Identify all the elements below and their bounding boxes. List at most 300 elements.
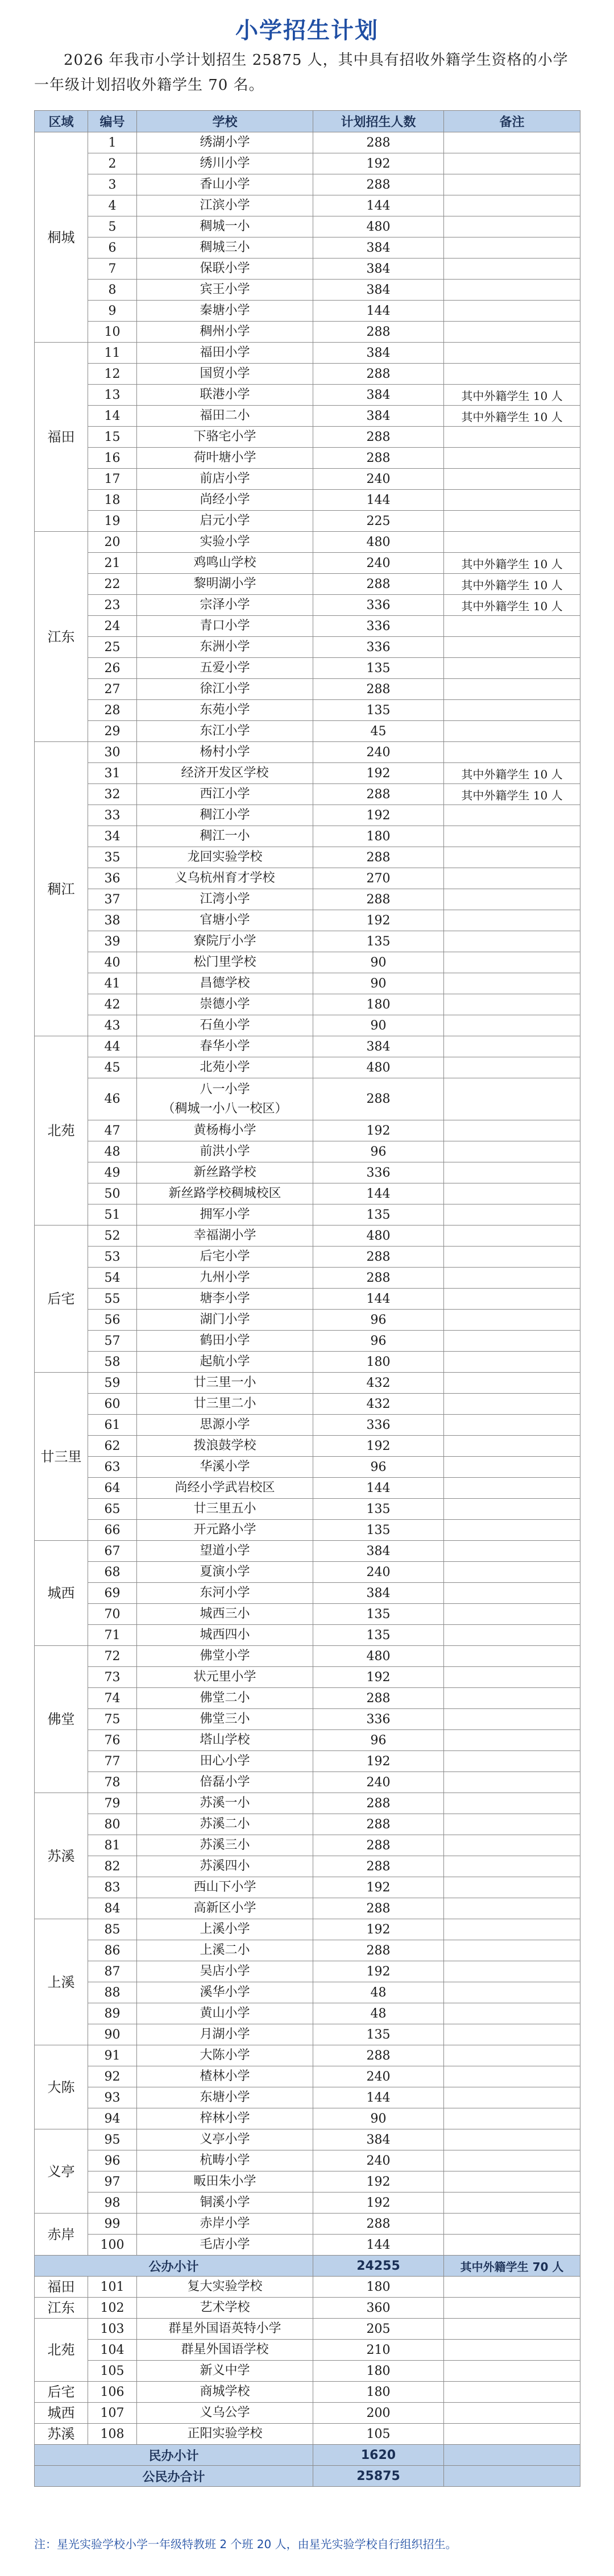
school-number: 100 <box>88 2235 137 2256</box>
remark <box>444 195 580 216</box>
school-name: 宗泽小学 <box>137 595 313 616</box>
district-cell: 赤岸 <box>35 2214 88 2256</box>
table-row <box>35 1940 580 1961</box>
school-name: 黎明湖小学 <box>137 574 313 595</box>
school-number: 73 <box>88 1667 137 1688</box>
school-name: 春华小学 <box>137 1036 313 1057</box>
remark <box>444 1583 580 1604</box>
planned-count: 192 <box>313 1120 444 1141</box>
table-row <box>35 1457 580 1478</box>
remark <box>444 910 580 931</box>
remark <box>444 1478 580 1499</box>
school-name: 北苑小学 <box>137 1057 313 1078</box>
table-row <box>35 1541 580 1562</box>
remark <box>444 1162 580 1183</box>
planned-count: 135 <box>313 700 444 721</box>
school-name: 佛堂二小 <box>137 1688 313 1709</box>
planned-count: 336 <box>313 637 444 658</box>
table-row <box>35 994 580 1015</box>
planned-count: 192 <box>313 1919 444 1940</box>
school-name: 福田小学 <box>137 343 313 364</box>
table-row <box>35 1478 580 1499</box>
grand-total-label: 公民办合计 <box>35 2466 313 2487</box>
district-cell: 廿三里 <box>35 1373 88 1541</box>
planned-count: 192 <box>313 763 444 784</box>
remark <box>444 2298 580 2319</box>
planned-count: 384 <box>313 343 444 364</box>
school-name: 畈田朱小学 <box>137 2171 313 2192</box>
planned-count: 288 <box>313 427 444 448</box>
private-subtotal-count: 1620 <box>313 2445 444 2466</box>
planned-count: 360 <box>313 2298 444 2319</box>
remark: 其中外籍学生 10 人 <box>444 784 580 805</box>
remark <box>444 1919 580 1940</box>
remark <box>444 658 580 679</box>
planned-count: 480 <box>313 216 444 237</box>
remark <box>444 805 580 826</box>
school-number: 36 <box>88 868 137 889</box>
remark <box>444 153 580 174</box>
district-cell: 后宅 <box>35 2382 88 2403</box>
planned-count: 384 <box>313 280 444 301</box>
remark <box>444 1982 580 2003</box>
school-number: 15 <box>88 427 137 448</box>
table-row <box>35 1688 580 1709</box>
district-cell: 城西 <box>35 1541 88 1646</box>
table-row <box>35 2277 580 2298</box>
school-name: 铜溪小学 <box>137 2192 313 2214</box>
remark <box>444 280 580 301</box>
planned-count: 288 <box>313 1856 444 1877</box>
table-row <box>35 700 580 721</box>
school-number: 39 <box>88 931 137 952</box>
table-row <box>35 931 580 952</box>
planned-count: 135 <box>313 1625 444 1646</box>
district-cell: 桐城 <box>35 132 88 343</box>
school-name: 松门里学校 <box>137 952 313 973</box>
table-row <box>35 1436 580 1457</box>
remark <box>444 1730 580 1751</box>
school-number: 46 <box>88 1078 137 1120</box>
table-row <box>35 2382 580 2403</box>
school-name: 拨浪鼓学校 <box>137 1436 313 1457</box>
planned-count: 288 <box>313 1688 444 1709</box>
school-name: 崇德小学 <box>137 994 313 1015</box>
district-cell: 义亭 <box>35 2129 88 2214</box>
school-number: 83 <box>88 1877 137 1898</box>
school-name: 商城学校 <box>137 2382 313 2403</box>
school-number: 97 <box>88 2171 137 2192</box>
remark <box>444 2340 580 2361</box>
table-row <box>35 1814 580 1835</box>
page-title: 小学招生计划 <box>235 18 379 44</box>
planned-count: 240 <box>313 553 444 574</box>
planned-count: 480 <box>313 532 444 553</box>
planned-count: 96 <box>313 1730 444 1751</box>
remark <box>444 1036 580 1057</box>
school-number: 59 <box>88 1373 137 1394</box>
planned-count: 192 <box>313 1877 444 1898</box>
district-cell: 城西 <box>35 2403 88 2424</box>
school-number: 4 <box>88 195 137 216</box>
planned-count: 135 <box>313 658 444 679</box>
table-row <box>35 721 580 742</box>
public-subtotal-count: 24255 <box>313 2256 444 2277</box>
school-number: 2 <box>88 153 137 174</box>
remark <box>444 2066 580 2087</box>
planned-count: 240 <box>313 742 444 763</box>
table-row <box>35 1709 580 1730</box>
school-name: 黄杨梅小学 <box>137 1120 313 1141</box>
table-row <box>35 1352 580 1373</box>
school-name: 赤岸小学 <box>137 2214 313 2235</box>
school-number: 33 <box>88 805 137 826</box>
table-row <box>35 1162 580 1183</box>
planned-count: 384 <box>313 1036 444 1057</box>
table-row <box>35 2108 580 2129</box>
header-planned-count: 计划招生人数 <box>313 111 444 132</box>
table-row <box>35 280 580 301</box>
school-number: 87 <box>88 1961 137 1982</box>
planned-count: 180 <box>313 2361 444 2382</box>
school-number: 96 <box>88 2150 137 2171</box>
planned-count: 135 <box>313 1604 444 1625</box>
table-row <box>35 1331 580 1352</box>
remark <box>444 1078 580 1120</box>
remark <box>444 931 580 952</box>
remark <box>444 2087 580 2108</box>
table-row <box>35 1625 580 1646</box>
school-number: 98 <box>88 2192 137 2214</box>
planned-count: 288 <box>313 574 444 595</box>
remark <box>444 2361 580 2382</box>
school-name: 佛堂小学 <box>137 1646 313 1667</box>
table-row <box>35 1751 580 1772</box>
school-number: 107 <box>88 2403 137 2424</box>
table-row <box>35 2319 580 2340</box>
school-number: 105 <box>88 2361 137 2382</box>
school-name: 绣川小学 <box>137 153 313 174</box>
school-name: 江湾小学 <box>137 889 313 910</box>
remark <box>444 952 580 973</box>
planned-count: 144 <box>313 1478 444 1499</box>
school-name: 复大实验学校 <box>137 2277 313 2298</box>
school-name: 群星外国语学校 <box>137 2340 313 2361</box>
school-number: 17 <box>88 469 137 490</box>
school-name: 东塘小学 <box>137 2087 313 2108</box>
school-number: 51 <box>88 1204 137 1226</box>
table-row <box>35 1499 580 1520</box>
school-number: 94 <box>88 2108 137 2129</box>
school-number: 20 <box>88 532 137 553</box>
grand-total-row <box>35 2466 580 2487</box>
remark <box>444 237 580 259</box>
school-name: 香山小学 <box>137 174 313 195</box>
remark <box>444 1120 580 1141</box>
school-number: 93 <box>88 2087 137 2108</box>
table-row <box>35 511 580 532</box>
planned-count: 144 <box>313 1183 444 1204</box>
remark <box>444 721 580 742</box>
remark <box>444 511 580 532</box>
remark <box>444 2319 580 2340</box>
school-number: 48 <box>88 1141 137 1162</box>
planned-count: 384 <box>313 406 444 427</box>
school-name: 寮院厅小学 <box>137 931 313 952</box>
planned-count: 288 <box>313 1078 444 1120</box>
remark <box>444 2214 580 2235</box>
school-number: 45 <box>88 1057 137 1078</box>
table-row <box>35 406 580 427</box>
table-row <box>35 2192 580 2214</box>
remark <box>444 1415 580 1436</box>
school-name: 杭畴小学 <box>137 2150 313 2171</box>
school-number: 47 <box>88 1120 137 1141</box>
remark <box>444 132 580 153</box>
planned-count: 480 <box>313 1226 444 1247</box>
table-row <box>35 952 580 973</box>
remark <box>444 343 580 364</box>
school-name: 华溪小学 <box>137 1457 313 1478</box>
school-number: 16 <box>88 448 137 469</box>
school-name: 东河小学 <box>137 1583 313 1604</box>
table-row <box>35 1898 580 1919</box>
planned-count: 192 <box>313 910 444 931</box>
table-row <box>35 2171 580 2192</box>
remark <box>444 1015 580 1036</box>
school-name: 东洲小学 <box>137 637 313 658</box>
table-header-row <box>35 111 580 132</box>
school-number: 69 <box>88 1583 137 1604</box>
school-name: 吴店小学 <box>137 1961 313 1982</box>
district-cell: 福田 <box>35 343 88 532</box>
school-name: 起航小学 <box>137 1352 313 1373</box>
district-cell: 佛堂 <box>35 1646 88 1793</box>
remark <box>444 826 580 847</box>
school-name: 龙回实验学校 <box>137 847 313 868</box>
school-number: 78 <box>88 1772 137 1793</box>
school-number: 61 <box>88 1415 137 1436</box>
planned-count: 288 <box>313 322 444 343</box>
table-row <box>35 153 580 174</box>
planned-count: 288 <box>313 1814 444 1835</box>
school-number: 32 <box>88 784 137 805</box>
remark <box>444 700 580 721</box>
table-row <box>35 637 580 658</box>
planned-count: 144 <box>313 301 444 322</box>
school-number: 75 <box>88 1709 137 1730</box>
school-number: 67 <box>88 1541 137 1562</box>
remark <box>444 2024 580 2045</box>
school-number: 44 <box>88 1036 137 1057</box>
planned-count: 135 <box>313 931 444 952</box>
planned-count: 240 <box>313 469 444 490</box>
planned-count: 192 <box>313 1751 444 1772</box>
remark <box>444 1373 580 1394</box>
district-cell: 大陈 <box>35 2045 88 2129</box>
planned-count: 90 <box>313 973 444 994</box>
school-number: 60 <box>88 1394 137 1415</box>
school-name: 苏溪二小 <box>137 1814 313 1835</box>
school-number: 29 <box>88 721 137 742</box>
district-cell: 北苑 <box>35 1036 88 1226</box>
school-number: 72 <box>88 1646 137 1667</box>
remark <box>444 742 580 763</box>
planned-count: 240 <box>313 1562 444 1583</box>
table-row <box>35 2424 580 2445</box>
planned-count: 288 <box>313 889 444 910</box>
remark: 其中外籍学生 10 人 <box>444 406 580 427</box>
school-number: 41 <box>88 973 137 994</box>
school-name: 秦塘小学 <box>137 301 313 322</box>
school-name: 石鱼小学 <box>137 1015 313 1036</box>
school-number: 31 <box>88 763 137 784</box>
table-row <box>35 1730 580 1751</box>
planned-count: 240 <box>313 2150 444 2171</box>
table-row <box>35 595 580 616</box>
school-name: 荷叶塘小学 <box>137 448 313 469</box>
table-row <box>35 132 580 153</box>
table-body <box>35 132 580 2487</box>
remark <box>444 532 580 553</box>
school-number: 42 <box>88 994 137 1015</box>
table-row <box>35 469 580 490</box>
remark <box>444 2045 580 2066</box>
planned-count: 432 <box>313 1394 444 1415</box>
school-number: 13 <box>88 385 137 406</box>
remark <box>444 2192 580 2214</box>
table-row <box>35 490 580 511</box>
remark <box>444 2424 580 2445</box>
table-row <box>35 1772 580 1793</box>
table-row <box>35 1057 580 1078</box>
remark <box>444 616 580 637</box>
school-name: 九州小学 <box>137 1268 313 1289</box>
table-row <box>35 763 580 784</box>
planned-count: 288 <box>313 1247 444 1268</box>
school-name: 前店小学 <box>137 469 313 490</box>
school-name: 苏溪一小 <box>137 1793 313 1814</box>
table-row <box>35 1604 580 1625</box>
remark <box>444 1562 580 1583</box>
table-row <box>35 1141 580 1162</box>
school-name: 城西三小 <box>137 1604 313 1625</box>
planned-count: 288 <box>313 2214 444 2235</box>
grand-total-count: 25875 <box>313 2466 444 2487</box>
school-name: 西山下小学 <box>137 1877 313 1898</box>
table-row <box>35 553 580 574</box>
planned-count: 45 <box>313 721 444 742</box>
district-cell: 稠江 <box>35 742 88 1036</box>
remark <box>444 1183 580 1204</box>
remark: 其中外籍学生 10 人 <box>444 595 580 616</box>
table-row <box>35 2361 580 2382</box>
remark <box>444 1709 580 1730</box>
private-subtotal-row <box>35 2445 580 2466</box>
footnote: 注：星光实验学校小学一年级特教班 2 个班 20 人，由星光实验学校自行组织招生。 <box>34 2537 457 2551</box>
school-number: 76 <box>88 1730 137 1751</box>
school-number: 70 <box>88 1604 137 1625</box>
school-name: 黄山小学 <box>137 2003 313 2024</box>
planned-count: 192 <box>313 1436 444 1457</box>
district-cell: 福田 <box>35 2277 88 2298</box>
planned-count: 240 <box>313 1772 444 1793</box>
planned-count: 144 <box>313 2235 444 2256</box>
public-subtotal-label: 公办小计 <box>35 2256 313 2277</box>
remark <box>444 1667 580 1688</box>
school-name: 义乌杭州育才学校 <box>137 868 313 889</box>
planned-count: 336 <box>313 1415 444 1436</box>
planned-count: 384 <box>313 385 444 406</box>
school-number: 82 <box>88 1856 137 1877</box>
school-name: 前洪小学 <box>137 1141 313 1162</box>
table-row <box>35 1289 580 1310</box>
school-number: 56 <box>88 1310 137 1331</box>
planned-count: 200 <box>313 2403 444 2424</box>
table-row <box>35 658 580 679</box>
table-row <box>35 1835 580 1856</box>
table-row <box>35 847 580 868</box>
intro-paragraph: 2026 年我市小学计划招生 25875 人，其中具有招收外籍学生资格的小学一年级计划招收外籍学生 70 名。 <box>34 52 569 94</box>
school-name: 佛堂三小 <box>137 1709 313 1730</box>
school-name: 溪华小学 <box>137 1982 313 2003</box>
school-number: 102 <box>88 2298 137 2319</box>
table-row <box>35 2298 580 2319</box>
school-number: 63 <box>88 1457 137 1478</box>
remark <box>444 1499 580 1520</box>
school-name: 五爱小学 <box>137 658 313 679</box>
school-name: 东苑小学 <box>137 700 313 721</box>
school-number: 92 <box>88 2066 137 2087</box>
school-number: 49 <box>88 1162 137 1183</box>
school-name: 经济开发区学校 <box>137 763 313 784</box>
remark <box>444 1289 580 1310</box>
school-number: 71 <box>88 1625 137 1646</box>
planned-count: 225 <box>313 511 444 532</box>
district-cell: 上溪 <box>35 1919 88 2045</box>
school-number: 25 <box>88 637 137 658</box>
school-name: 高新区小学 <box>137 1898 313 1919</box>
school-number: 64 <box>88 1478 137 1499</box>
school-number: 65 <box>88 1499 137 1520</box>
table-row <box>35 2235 580 2256</box>
planned-count: 288 <box>313 448 444 469</box>
remark: 其中外籍学生 10 人 <box>444 553 580 574</box>
planned-count: 384 <box>313 1541 444 1562</box>
school-name: 昌德学校 <box>137 973 313 994</box>
school-number: 43 <box>88 1015 137 1036</box>
planned-count: 210 <box>313 2340 444 2361</box>
planned-count: 336 <box>313 1709 444 1730</box>
school-number: 12 <box>88 364 137 385</box>
table-row <box>35 2129 580 2150</box>
planned-count: 180 <box>313 2277 444 2298</box>
table-row <box>35 1015 580 1036</box>
planned-count: 192 <box>313 805 444 826</box>
table-row <box>35 174 580 195</box>
planned-count: 180 <box>313 994 444 1015</box>
table-row <box>35 1310 580 1331</box>
school-name: 稠州小学 <box>137 322 313 343</box>
school-number: 3 <box>88 174 137 195</box>
header-remarks: 备注 <box>444 111 580 132</box>
table-row <box>35 343 580 364</box>
planned-count: 48 <box>313 1982 444 2003</box>
planned-count: 144 <box>313 195 444 216</box>
school-number: 99 <box>88 2214 137 2235</box>
planned-count: 288 <box>313 1835 444 1856</box>
remark <box>444 679 580 700</box>
